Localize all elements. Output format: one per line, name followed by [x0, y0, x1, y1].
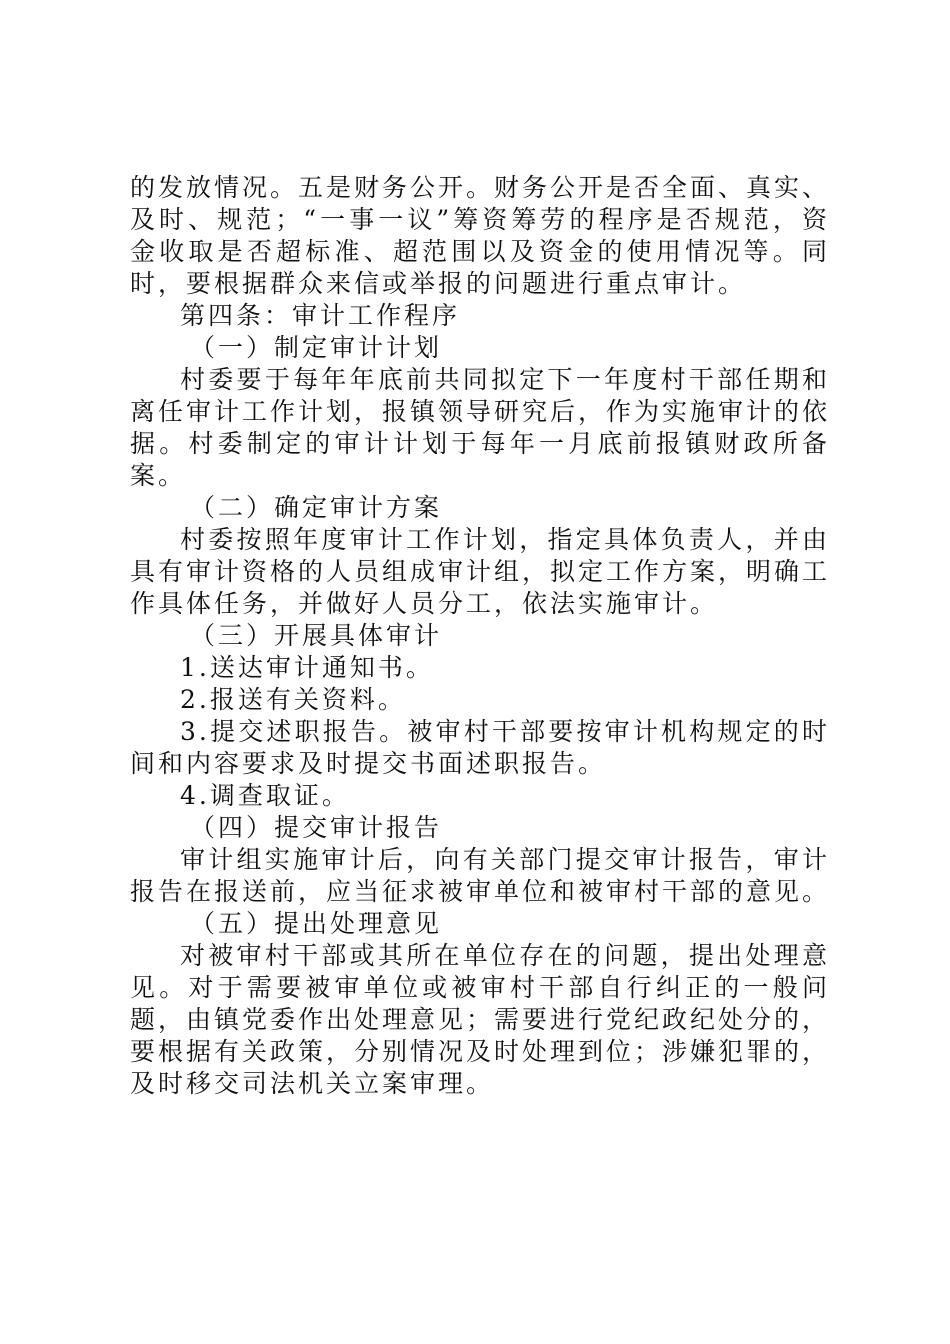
subheading-scheme: （二）确定审计方案	[190, 493, 443, 522]
paragraph-plan: 村委要于每年年底前共同拟定下一年度村干部任期和离任审计工作计划，报镇领导研究后，作为实施审计的依据。村委制定的审计计划于每年一月底前报镇财政所备案。	[130, 365, 831, 490]
subheading-handling: （五）提出处理意见	[190, 909, 443, 938]
list-item-materials: 2.报送有关资料。	[180, 685, 406, 714]
heading-article-four: 第四条：审计工作程序	[180, 301, 461, 330]
paragraph-submit-report: 审计组实施审计后，向有关部门提交审计报告，审计报告在报送前，应当征求被审单位和被审村干部的意见。	[130, 845, 831, 906]
paragraph-financial-disclosure: 的发放情况。五是财务公开。财务公开是否全面、真实、及时、规范；“一事一议”筹资筹劳的程序是否规范，资金收取是否超标准、超范围以及资金的使用情况等。同时，要根据群众来信或举报的问题进行重点审计。	[130, 173, 831, 298]
document-body	[130, 172, 830, 1100]
paragraph-scheme: 村委按照年度审计工作计划，指定具体负责人，并由具有审计资格的人员组成审计组，拟定工作方案，明确工作具体任务，并做好人员分工，依法实施审计。	[130, 525, 831, 618]
paragraph-handling: 对被审村干部或其所在单位存在的问题，提出处理意见。对于需要被审单位或被审村干部自行纠正的一般问题，由镇党委作出处理意见；需要进行党纪政纪处分的，要根据有关政策，分别情况及时处理到位；涉嫌犯罪的，及时移交司法机关立案审理。	[130, 941, 831, 1098]
subheading-conduct-audit: （三）开展具体审计	[190, 621, 443, 650]
list-item-notice: 1.送达审计通知书。	[180, 653, 434, 682]
list-item-report: 3.提交述职报告。被审村干部要按审计机构规定的时间和内容要求及时提交书面述职报告。	[130, 717, 830, 778]
subheading-plan: （一）制定审计计划	[190, 333, 443, 362]
list-item-evidence: 4.调查取证。	[180, 781, 350, 810]
subheading-submit-report: （四）提交审计报告	[190, 813, 443, 842]
